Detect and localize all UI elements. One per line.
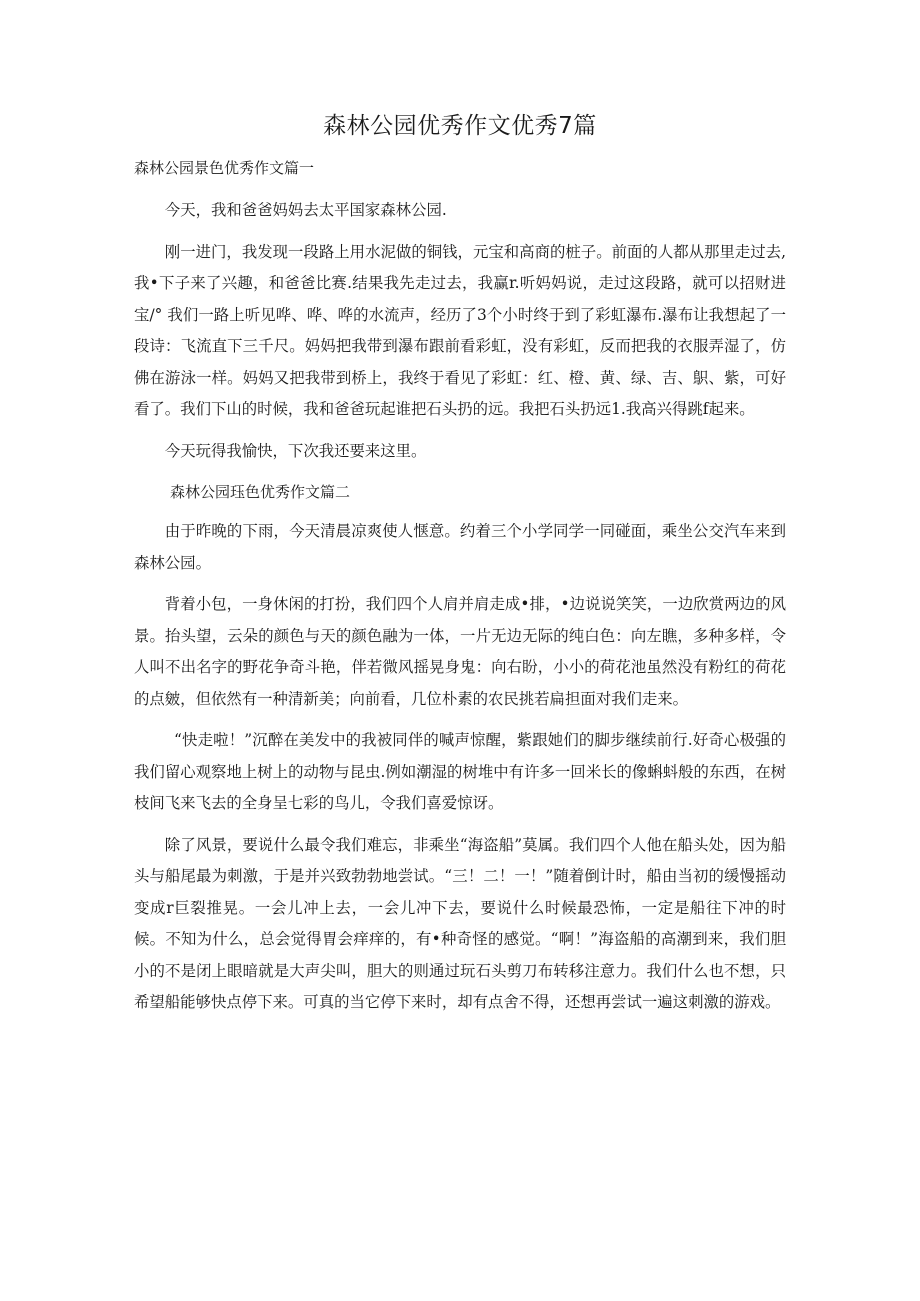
section-2-paragraph: “快走啦！”沉醉在美发中的我被同伴的喊声惊醒，紫跟她们的脚步继续前行.好奇心极强的我们留心观察地上树上的动物与昆虫.例如潮湿的树堆中有许多一回米长的像蝌蚪般的东西，在树枝间飞来飞去的全身呈七彩的鸟儿，令我们喜爱惊讶。	[134, 731, 786, 812]
section-1-heading: 森林公园景色优秀作文篇一	[134, 159, 315, 177]
section-2-paragraph: 背着小包，一身休闲的打扮，我们四个人肩并肩走成•排，•边说说笑笑，一边欣赏两边的风景。抬头望，云朵的颜色与天的颜色融为一体，一片无边无际的纯白色：向左瞧，多种多样，令人叫不出名字的野花争奇斗艳，伴若微风摇晃身鬼：向右盼，小小的荷花池虽然没有粉红的荷花的点皴，但依然有一种清新美；向前看，几位朴素的农民挑若扁担面对我们走来。	[134, 595, 786, 708]
section-2-paragraph: 除了风景，要说什么最令我们难忘，非乘坐“海盗船”莫属。我们四个人他在船头处，因为船头与船尾最为刺激，于是并兴致勃勃地尝试。“三！二！一！”随着倒计时，船由当初的缓慢摇动变成r巨裂推晃。一会儿冲上去，一会儿冲下去，要说什么时候最恐怖，一定是船往下冲的时候。不知为什么，总会觉得胃会痒痒的，有•种奇怪的感觉。“啊！”海盗船的高潮到来，我们胆小的不是闭上眼暗就是大声尖叫，胆大的则通过玩石头剪刀布转移注意力。我们什么也不想，只希望船能够快点停下来。可真的当它停下来时，却有点舍不得，还想再尝试一遍这刺激的游戏。	[134, 835, 786, 1011]
section-2-heading: 森林公园珏色优秀作文篇二	[170, 483, 351, 501]
document-page	[134, 108, 786, 1029]
section-1-paragraph: 今天玩得我愉快，下次我还要来这里。	[164, 441, 427, 460]
section-2-paragraph: 由于昨晚的下雨，今天清晨凉爽使人惬意。约着三个小学同学一同碰面，乘坐公交汽车来到森林公园。	[134, 522, 786, 572]
document-title: 森林公园优秀作文优秀7篇	[323, 113, 597, 139]
section-1-paragraph: 刚一进门，我发现一段路上用水泥做的铜钱，元宝和高商的桩子。前面的人都从那里走过去,我•下子来了兴趣，和爸爸比赛.结果我先走过去，我赢r.听妈妈说，走过这段路，就可以招财进宝/° 我们一路上听见哗、哗、哗的水流声，经历了3个小时终于到了彩虹瀑布.瀑布让我想起了一段诗：飞流直下三千尺。妈妈把我带到瀑布跟前看彩虹，没有彩虹，反而把我的衣服弄湿了，仿佛在游泳一样。妈妈又把我带到桥上，我终于看见了彩虹：红、橙、黄、绿、吉、䳅、紫，可好看了。我们下山的时候，我和爸爸玩起谁把石头扔的远。我把石头扔远1.我高兴得跳f起来。	[134, 242, 786, 418]
section-1-paragraph: 今天，我和爸爸妈妈去太平国家森林公园.	[164, 201, 447, 219]
